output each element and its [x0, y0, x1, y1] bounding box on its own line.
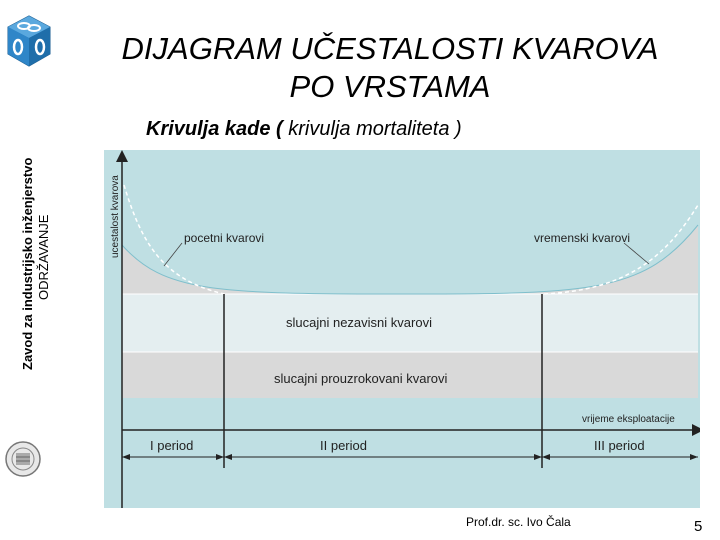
subtitle-rest: krivulja mortaliteta )	[282, 118, 462, 140]
university-seal-icon	[4, 440, 42, 478]
page-number: 5	[694, 518, 703, 535]
period-2-label: II period	[320, 438, 367, 453]
label-initial-failures: pocetni kvarovi	[184, 231, 265, 245]
x-axis-label: vrijeme eksploatacije	[582, 414, 675, 425]
label-random-caused: slucajni prouzrokovani kvarovi	[274, 371, 448, 386]
side-institute-text	[20, 158, 52, 370]
page-title	[90, 30, 690, 106]
title-line-1: DIJAGRAM UČESTALOSTI KVAROVA	[121, 31, 659, 66]
department-name: ODRŽAVANJE	[36, 214, 51, 300]
label-wear-failures: vremenski kvarovi	[534, 231, 631, 245]
institute-logo-icon	[4, 14, 54, 68]
y-axis-label: ucestalost kvarova	[110, 175, 121, 258]
subtitle-bold: Krivulja kade (	[146, 118, 283, 140]
label-random-independent: slucajni nezavisni kvarovi	[286, 315, 432, 330]
period-1-label: I period	[150, 438, 194, 453]
bathtub-curve-diagram	[104, 150, 700, 508]
subtitle	[146, 118, 462, 141]
footer-author: Prof.dr. sc. Ivo Čala	[466, 515, 571, 529]
title-line-2: PO VRSTAMA	[289, 69, 491, 104]
institute-name: Zavod za industrijsko inženjerstvo	[20, 157, 35, 370]
period-3-label: III period	[594, 438, 645, 453]
